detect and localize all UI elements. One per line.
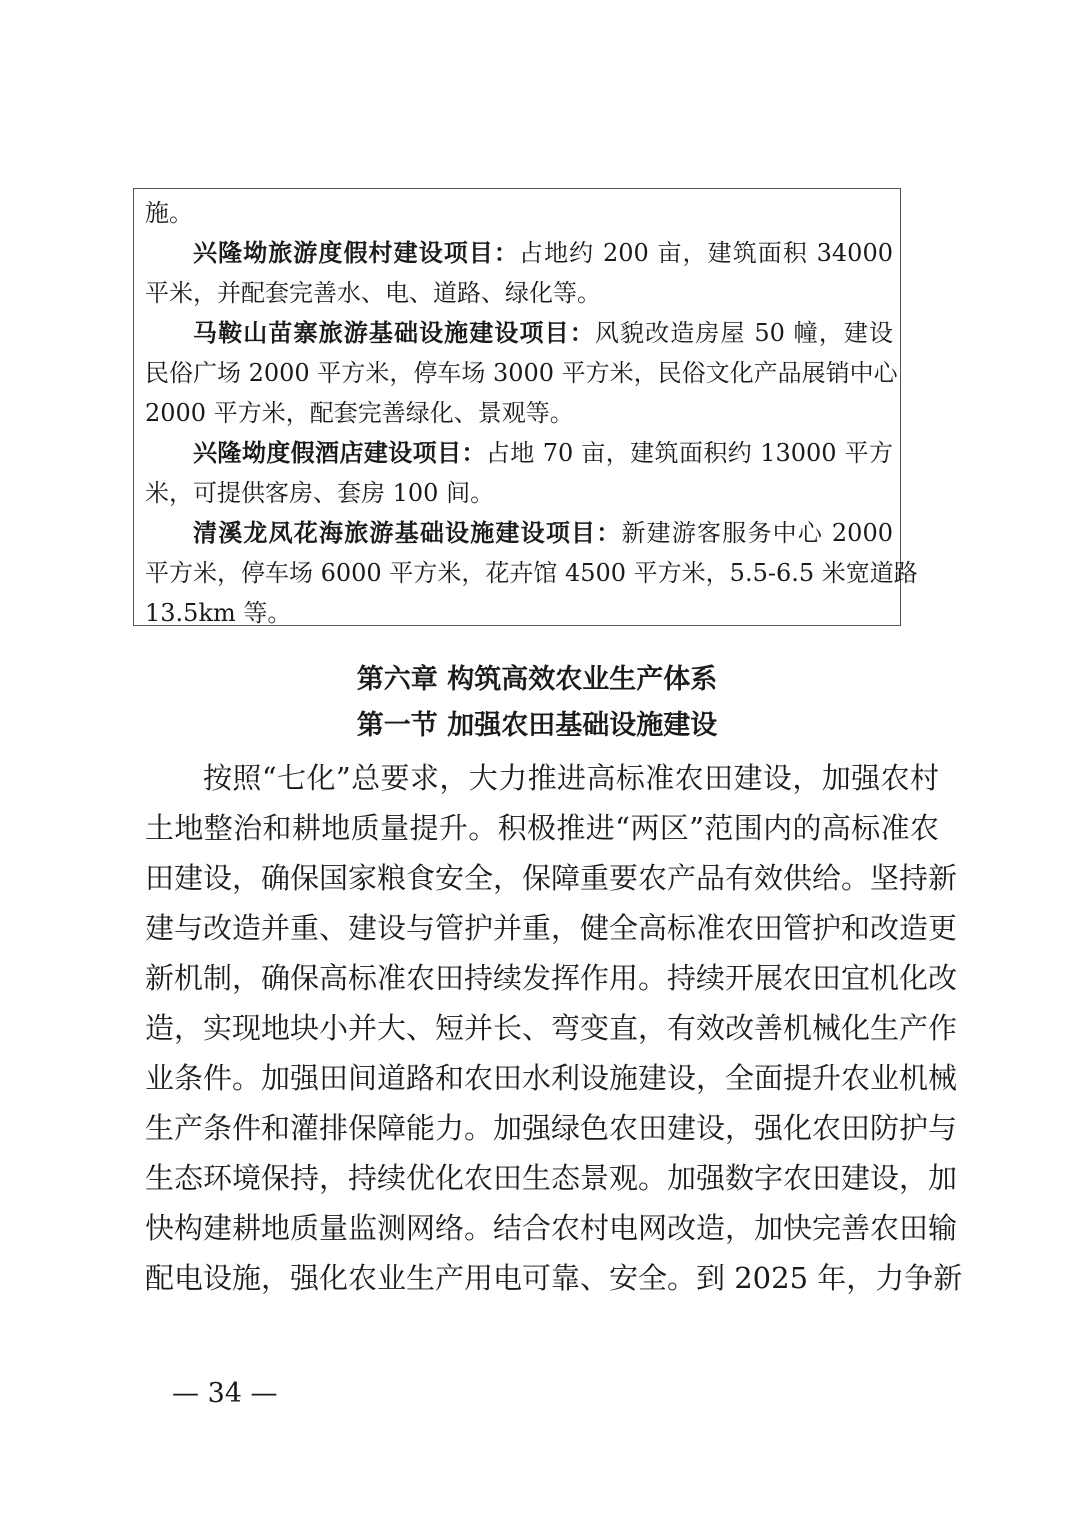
chapter-title: 第六章 构筑高效农业生产体系 [356,664,718,695]
box-line: 兴隆坳旅游度假村建设项目：占地约 200 亩，建筑面积 34000 [193,238,893,267]
paragraph-line: 配电设施，强化农业生产用电可靠、安全。到 2025 年，力争新 [145,1261,963,1295]
box-line: 民俗广场 2000 平方米，停车场 3000 平方米，民俗文化产品展销中心 [145,359,898,387]
paragraph-line: 田建设，确保国家粮食安全，保障重要农产品有效供给。坚持新 [145,861,958,895]
paragraph-line: 生产条件和灌排保障能力。加强绿色农田建设，强化农田防护与 [145,1111,958,1145]
box-line: 施。 [145,199,193,227]
project-name-maanshan-miao-village: 马鞍山苗寨旅游基础设施建设项目： [193,318,595,347]
paragraph-line: 快构建耕地质量监测网络。结合农村电网改造，加快完善农田输 [145,1211,958,1245]
box-line: 平米，并配套完善水、电、道路、绿化等。 [145,279,601,307]
box-line: 马鞍山苗寨旅游基础设施建设项目：风貌改造房屋 50 幢，建设 [193,318,894,347]
paragraph-line: 造，实现地块小并大、短并长、弯变直，有效改善机械化生产作 [145,1011,958,1045]
project-name-qingxi-flower-sea: 清溪龙凤花海旅游基础设施建设项目： [193,518,622,547]
paragraph-line: 建与改造并重、建设与管护并重，健全高标准农田管护和改造更 [145,911,958,945]
box-line: 平方米，停车场 6000 平方米，花卉馆 4500 平方米，5.5-6.5 米宽道路 [145,559,918,587]
box-line: 13.5km 等。 [145,599,292,627]
box-line: 清溪龙凤花海旅游基础设施建设项目：新建游客服务中心 2000 [193,518,893,547]
box-line: 米，可提供客房、套房 100 间。 [145,479,495,507]
paragraph-line: 生态环境保持，持续优化农田生态景观。加强数字农田建设，加 [145,1161,958,1195]
paragraph-line: 按照“七化”总要求，大力推进高标准农田建设，加强农村 [203,761,939,795]
box-line: 2000 平方米，配套完善绿化、景观等。 [145,399,574,427]
project-name-xinglongao-resort: 兴隆坳旅游度假村建设项目： [193,238,520,267]
paragraph-line: 新机制，确保高标准农田持续发挥作用。持续开展农田宜机化改 [145,961,958,995]
section-title: 第一节 加强农田基础设施建设 [356,710,718,741]
paragraph-line: 土地整治和耕地质量提升。积极推进“两区”范围内的高标准农 [145,811,939,845]
paragraph-line: 业条件。加强田间道路和农田水利设施建设，全面提升农业机械 [145,1061,958,1095]
page-number: — 34 — [172,1378,278,1409]
project-name-xinglongao-hotel: 兴隆坳度假酒店建设项目： [193,438,486,467]
box-line: 兴隆坳度假酒店建设项目：占地 70 亩，建筑面积约 13000 平方 [193,438,893,467]
